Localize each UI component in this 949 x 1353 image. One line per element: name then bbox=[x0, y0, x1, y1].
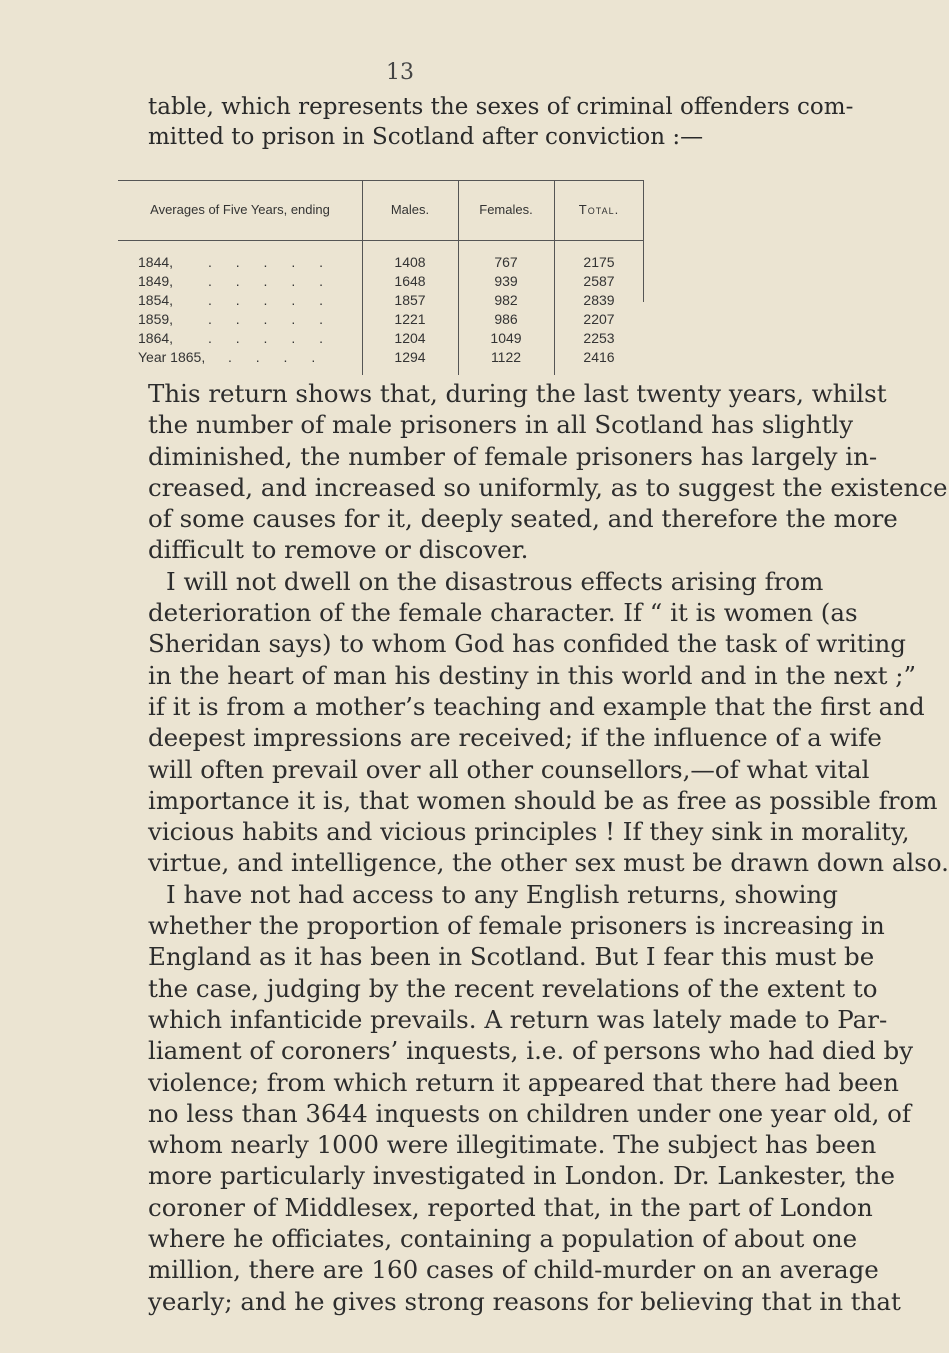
row-period: 1854, bbox=[138, 292, 174, 308]
row-females: 1122 bbox=[490, 349, 522, 365]
text-line: the case, judging by the recent revelations of the extent to bbox=[148, 973, 878, 1003]
text-line: This return shows that, during the last twenty years, whilst bbox=[148, 379, 887, 408]
row-total: 2839 bbox=[583, 292, 615, 308]
page-number: 13 bbox=[386, 60, 414, 85]
offenders-table bbox=[118, 180, 644, 375]
row-leader-dots: . . . . . bbox=[208, 311, 334, 327]
text-line: creased, and increased so uniformly, as to suggest the existence bbox=[148, 472, 948, 502]
table-row bbox=[118, 254, 644, 272]
row-leader-dots: . . . . . bbox=[208, 273, 334, 289]
text-line: diminished, the number of female prisoners has largely in- bbox=[148, 441, 878, 471]
row-period: 1859, bbox=[138, 311, 174, 327]
text-line: will often prevail over all other counsellors,—of what vital bbox=[148, 754, 870, 784]
row-period: 1849, bbox=[138, 273, 174, 289]
text-line: whether the proportion of female prisoners is increasing in bbox=[148, 911, 885, 941]
row-total: 2253 bbox=[583, 330, 615, 346]
table-row bbox=[118, 311, 644, 329]
body-text bbox=[148, 378, 949, 1317]
row-leader-dots: . . . . bbox=[228, 349, 326, 365]
row-total: 2416 bbox=[583, 349, 615, 365]
table-row bbox=[118, 292, 644, 310]
text-line: mitted to prison in Scotland after conviction :— bbox=[148, 124, 704, 150]
row-males: 1857 bbox=[394, 292, 426, 308]
text-line: violence; from which return it appeared that there had been bbox=[148, 1067, 899, 1097]
table-row bbox=[118, 273, 644, 291]
text-line: I will not dwell on the disastrous effects arising from bbox=[166, 566, 824, 596]
row-females: 982 bbox=[494, 292, 518, 308]
text-line: yearly; and he gives strong reasons for believing that in that bbox=[148, 1286, 901, 1316]
row-males: 1204 bbox=[394, 330, 426, 346]
row-males: 1648 bbox=[394, 273, 426, 289]
text-line: Sheridan says) to whom God has confided the task of writing bbox=[148, 629, 906, 659]
header-total: Total. bbox=[578, 202, 620, 217]
text-line: deepest impressions are received; if the influence of a wife bbox=[148, 723, 882, 753]
table-header-rule bbox=[118, 240, 644, 241]
row-females: 1049 bbox=[490, 330, 522, 346]
text-line: table, which represents the sexes of criminal offenders com- bbox=[148, 94, 854, 120]
text-line: importance it is, that women should be as free as possible from bbox=[148, 785, 938, 815]
text-line: if it is from a mother’s teaching and example that the first and bbox=[148, 691, 925, 721]
text-line: virtue, and intelligence, the other sex must be drawn down also. bbox=[148, 848, 949, 878]
row-females: 939 bbox=[494, 273, 518, 289]
table-row bbox=[118, 349, 644, 367]
row-leader-dots: . . . . . bbox=[208, 330, 334, 346]
row-females: 986 bbox=[494, 311, 518, 327]
text-line: where he officiates, containing a population of about one bbox=[148, 1224, 858, 1254]
text-line: liament of coroners’ inquests, i.e. of persons who had died by bbox=[148, 1036, 914, 1066]
text-line: England as it has been in Scotland. But I fear this must be bbox=[148, 942, 875, 972]
row-males: 1408 bbox=[394, 254, 426, 270]
text-line: no less than 3644 inquests on children under one year old, of bbox=[148, 1098, 911, 1128]
row-leader-dots: . . . . . bbox=[208, 292, 334, 308]
text-line: in the heart of man his destiny in this world and in the next ;” bbox=[148, 660, 917, 690]
text-line: which infanticide prevails. A return was lately made to Par- bbox=[148, 1004, 888, 1034]
header-males: Males. bbox=[390, 202, 430, 217]
header-females: Females. bbox=[479, 202, 533, 217]
intro-paragraph bbox=[148, 92, 854, 152]
row-period: 1864, bbox=[138, 330, 174, 346]
header-period: Averages of Five Years, ending bbox=[150, 202, 330, 217]
text-line: deterioration of the female character. If “ it is women (as bbox=[148, 598, 858, 628]
text-line: million, there are 160 cases of child-murder on an average bbox=[148, 1255, 879, 1285]
table-row bbox=[118, 330, 644, 348]
row-total: 2587 bbox=[583, 273, 615, 289]
row-males: 1294 bbox=[394, 349, 426, 365]
row-period: Year 1865, bbox=[138, 349, 206, 365]
text-line: of some causes for it, deeply seated, and therefore the more bbox=[148, 504, 898, 534]
row-females: 767 bbox=[494, 254, 518, 270]
row-leader-dots: . . . . . bbox=[208, 254, 334, 270]
text-line: more particularly investigated in London. Dr. Lankester, the bbox=[148, 1161, 895, 1191]
text-line: vicious habits and vicious principles ! If they sink in morality, bbox=[148, 817, 910, 847]
table-top-rule bbox=[118, 180, 644, 181]
text-line: whom nearly 1000 were illegitimate. The subject has been bbox=[148, 1130, 877, 1160]
text-line: difficult to remove or discover. bbox=[148, 535, 529, 565]
row-males: 1221 bbox=[394, 311, 426, 327]
row-period: 1844, bbox=[138, 254, 174, 270]
text-line: coroner of Middlesex, reported that, in the part of London bbox=[148, 1192, 873, 1222]
row-total: 2207 bbox=[583, 311, 615, 327]
text-line: I have not had access to any English returns, showing bbox=[166, 879, 838, 909]
row-total: 2175 bbox=[583, 254, 615, 270]
text-line: the number of male prisoners in all Scotland has slightly bbox=[148, 410, 854, 440]
